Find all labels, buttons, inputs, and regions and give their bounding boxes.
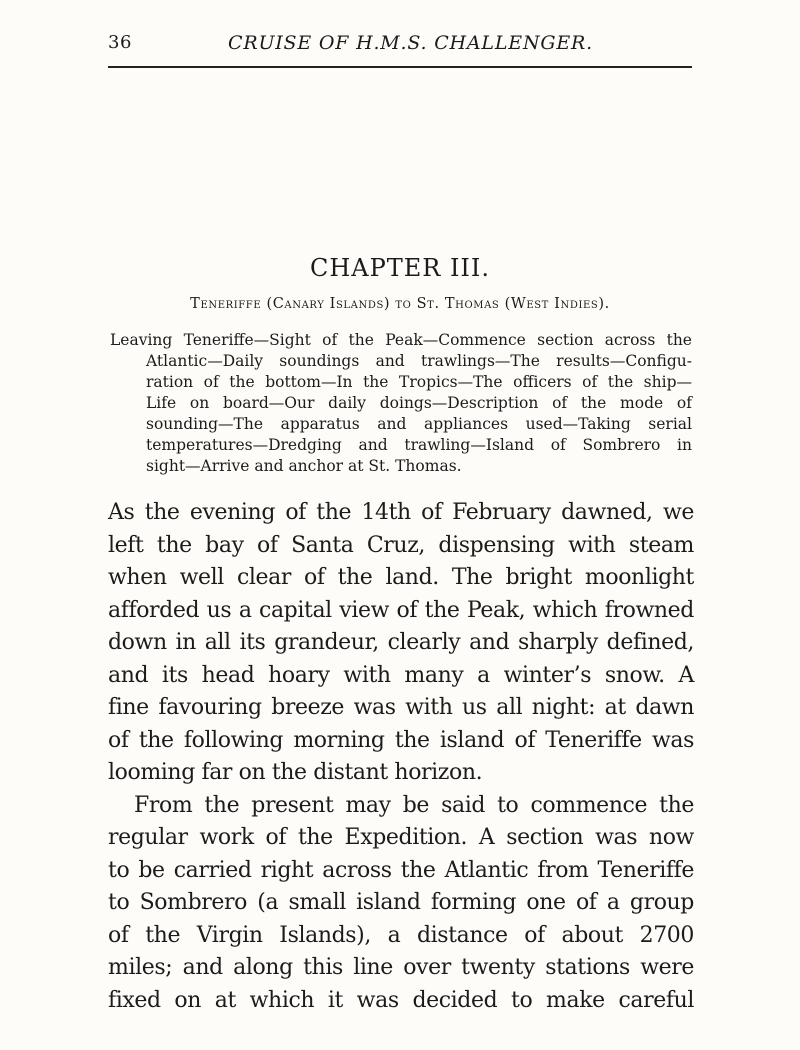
text-line: looming far on the distant horizon. — [108, 760, 483, 785]
synopsis-line: ration of the bottom—In the Tropics—The officers of the ship— — [146, 373, 692, 391]
text-line: As the evening of the 14th of February dawned, we — [108, 500, 694, 525]
text-line: fine favouring breeze was with us all night: at dawn — [108, 695, 694, 720]
text-line: of the following morning the island of Teneriffe was — [108, 727, 694, 753]
chapter-subtitle: Teneriffe (Canary Islands) to St. Thomas (West Indies). — [190, 296, 610, 312]
synopsis-line: Atlantic—Daily soundings and trawlings—The results—Configu- — [146, 352, 692, 370]
text-line: down in all its grandeur, clearly and sharply defined, — [108, 630, 694, 655]
synopsis-line: sight—Arrive and anchor at St. Thomas. — [146, 457, 462, 475]
text-line: left the bay of Santa Cruz, dispensing with steam — [108, 532, 694, 558]
text-line: and its head hoary with many a winter’s snow. A — [108, 662, 694, 688]
page-number: 36 — [108, 32, 132, 53]
synopsis-line: sounding—The apparatus and appliances used—Taking serial — [146, 415, 692, 433]
text-line: to be carried right across the Atlantic from Teneriffe — [108, 857, 694, 883]
chapter-title: CHAPTER III. — [309, 254, 491, 282]
text-line: afforded us a capital view of the Peak, which frowned — [108, 597, 694, 623]
text-line: miles; and along this line over twenty stations were — [108, 955, 694, 980]
paragraph-2 — [108, 790, 694, 1018]
text-line: fixed on at which it was decided to make careful — [108, 987, 694, 1013]
synopsis-line: temperatures—Dredging and trawling—Island of Sombrero in — [146, 436, 692, 454]
text-line: when well clear of the land. The bright moonlight — [108, 565, 694, 590]
text-line: to Sombrero (a small island forming one of a group — [108, 890, 694, 915]
running-head: CRUISE OF H.M.S. CHALLENGER. — [228, 32, 593, 54]
paragraph-1 — [108, 497, 694, 790]
header-rule — [108, 66, 692, 68]
text-line: From the present may be said to commence the — [134, 792, 694, 818]
chapter-synopsis — [110, 330, 692, 477]
page-header — [108, 28, 692, 64]
synopsis-line: Leaving Teneriffe—Sight of the Peak—Commence section across the — [110, 331, 692, 349]
synopsis-line: Life on board—Our daily doings—Description of the mode of — [146, 394, 692, 412]
text-line: regular work of the Expedition. A section was now — [108, 825, 694, 850]
text-line: of the Virgin Islands), a distance of about 2700 — [108, 922, 694, 948]
body-text — [108, 497, 694, 1017]
